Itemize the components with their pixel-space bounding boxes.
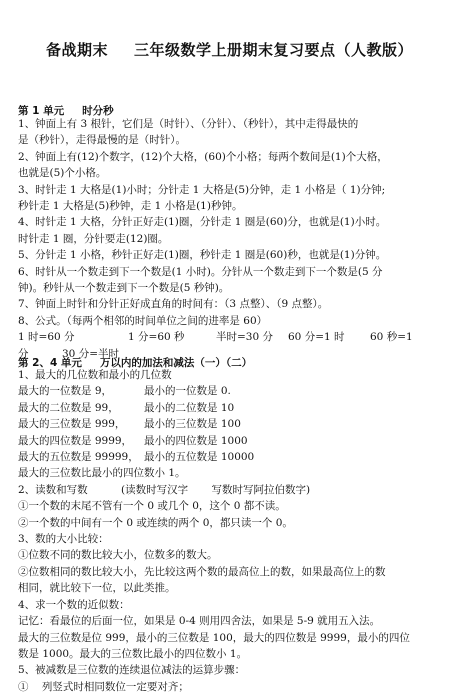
- formula-row: [18, 329, 444, 345]
- text-line: 1、最大的几位数和最小的几位数: [18, 369, 172, 381]
- text-line: 相同，就比较下一位，以此类推。: [18, 582, 176, 595]
- title-right: 三年级数学上册期末复习要点（人教版）: [134, 41, 414, 59]
- pair-row: [18, 433, 444, 449]
- formula-item: 60 秒=1: [370, 331, 413, 344]
- formula-item: 半时=30 分: [216, 331, 273, 344]
- text-line: 4、时针走 1 大格，分针正好走(1)圈，分针走 1 圈是(60)分，也就是(1)小时。: [18, 216, 387, 229]
- formula-item: 1 分=60 秒: [128, 331, 185, 344]
- text-line: ②位数相同的数比较大小，先比较这两个数的最高位上的数，如果最高位上的数: [18, 565, 386, 578]
- text-line: 最大的三位数是位 999，最小的三位数是 100，最大的四位数是 9999，最小的四位: [18, 631, 410, 644]
- pair-row: [18, 383, 444, 399]
- text-line: 3、时针走 1 大格是(1)小时；分针走 1 大格是(5)分钟，走 1 小格是（ 1)分钟;: [18, 183, 386, 196]
- text-line: 时针走 1 圈，分针要走(12)圈。: [18, 232, 169, 245]
- pair-row: [18, 400, 444, 416]
- pair-min: 最小的三位数是 100: [144, 418, 241, 431]
- text-line: ① 列竖式时相同数位一定要对齐；: [18, 680, 189, 693]
- text-line: 4、求一个数的近似数：: [18, 598, 130, 611]
- pair-max: 最大的四位数是 9999，: [18, 434, 133, 447]
- pair-max: 最大的二位数是 99，: [18, 401, 119, 414]
- text-line: 3、数的大小比较：: [18, 533, 109, 546]
- unit1-body: [18, 116, 444, 362]
- title-left: 备战期末: [46, 41, 109, 59]
- text-line: ①位数不同的数比较大小，位数多的数大。: [18, 549, 218, 562]
- text-line: ①一个数的末尾不管有一个 0 或几个 0，这个 0 都不读。: [18, 500, 286, 513]
- pair-min: 最小的五位数是 10000: [144, 451, 255, 464]
- text-line: 钟)。秒针从一个数走到下一个数是(5 秒钟)。: [18, 282, 230, 295]
- text-line: 5、分针走 1 小格，秒针正好走(1)圈，秒针走 1 圈是(60)秒，也就是(1)分钟。: [18, 249, 387, 262]
- text-line: 1、钟面上有 3 根针，它们是（时针）、（分针）、（秒针），其中走得最快的: [18, 118, 359, 130]
- pair-min: 最小的二位数是 10: [144, 401, 235, 414]
- text-line: 8、公式。（每两个相邻的时间单位之间的进率是 60）: [18, 314, 268, 327]
- pair-row: [18, 449, 444, 465]
- unit24-body: [18, 367, 444, 695]
- unit24-subtitle: 万以内的加法和减法（一）（二）: [99, 357, 253, 369]
- pair-min: 最小的一位数是 0.: [144, 385, 231, 398]
- text-line: 2、读数和写数 (读数时写汉字 写数时写阿拉伯数字): [18, 483, 311, 496]
- text-line: 是（秒针），走得最慢的是（时针）。: [18, 134, 186, 147]
- pair-min: 最小的四位数是 1000: [144, 434, 248, 447]
- formula-item: 30 分=半时: [62, 347, 119, 360]
- text-line: 最大的三位数比最小的四位数小 1。: [18, 467, 186, 480]
- formula-item: 60 分=1 时: [288, 331, 345, 344]
- text-line: 记忆：看最位的后面一位，如果是 0-4 则用四舍法，如果是 5-9 就用五入法。: [18, 615, 381, 628]
- text-line: 5、被减数是三位数的连续退位减法的运算步骤：: [18, 664, 246, 677]
- text-line: ②一个数的中间有一个 0 或连续的两个 0，都只读一个 0。: [18, 516, 293, 529]
- unit24-heading-label: 第 2、4 单元: [18, 357, 82, 369]
- document-title: [46, 39, 413, 60]
- unit1-subtitle: 时分秒: [82, 105, 114, 117]
- text-line: 秒针走 1 大格是(5)秒钟，走 1 小格是(1)秒钟。: [18, 200, 243, 213]
- formula-item: 分: [18, 347, 29, 360]
- text-line: 也就是(5)个小格。: [18, 167, 107, 180]
- pair-max: 最大的五位数是 99999，: [18, 451, 139, 464]
- text-line: 7、钟面上时针和分针正好成直角的时间有：（3 点整）、（9 点整）。: [18, 298, 329, 311]
- formula-item: 1 时=60 分: [18, 331, 75, 344]
- text-line: 数是 1000。最大的三位数比最小的四位数小 1。: [18, 647, 248, 660]
- pair-max: 最大的一位数是 9，: [18, 385, 113, 398]
- unit1-heading-label: 第 1 单元: [18, 105, 65, 117]
- pair-row: [18, 416, 444, 432]
- text-line: 2、钟面上有(12)个数字，(12)个大格，(60)个小格；每两个数间是(1)个大格，: [18, 150, 388, 163]
- pair-max: 最大的三位数是 999，: [18, 418, 126, 431]
- text-line: 6、时针从一个数走到下一个数是(1 小时)。分针从一个数走到下一个数是(5 分: [18, 265, 383, 278]
